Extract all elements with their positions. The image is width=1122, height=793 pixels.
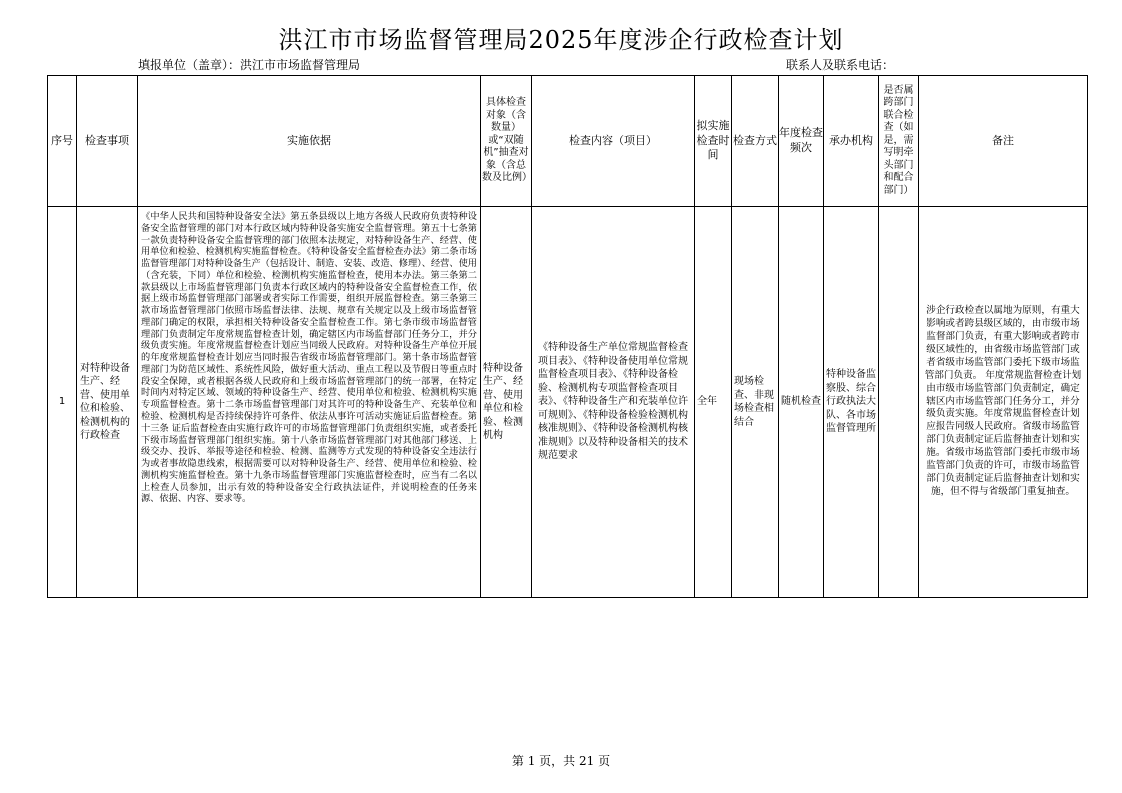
cell-cross-dept (879, 207, 919, 598)
table-header-row (48, 76, 1088, 207)
header-seq: 序号 (48, 76, 77, 207)
cell-time: 全年 (695, 207, 732, 598)
cell-method: 现场检查、非现场检查相结合 (732, 207, 779, 598)
cell-note: 涉企行政检查以属地为原则，有重大影响或者跨县级区域的，由市级市场监督部门负责，有重大影响或者跨市级区域性的，由省级市场监管部门或者省级市场监管部门委托下级市场监管部门负责。 年度常规监督检查计划由市级市场监管部门负责制定，确定辖区内市场监管部门任务分工，并分级负责实施。年度常规监督检查计划应报告同级人民政府。省级市场监管部门负责制定证后监督抽查计划和实施。省级市场监管部门委托市级市场监管部门负责的许可，市级市场监管部门负责制定证后监督抽查计划和实施，但不得与省级部门重复抽查。 (919, 207, 1088, 598)
inspection-plan-table (47, 75, 1088, 598)
header-basis: 实施依据 (138, 76, 481, 207)
filing-unit: 填报单位（盖章）：洪江市市场监督管理局 (138, 58, 361, 72)
header-object: 具体检查对象（含数量）或“双随机”抽查对象（含总数及比例） (481, 76, 532, 207)
cell-item: 对特种设备生产、经营、使用单位和检验、检测机构的行政检查 (77, 207, 138, 598)
cell-content: 《特种设备生产单位常规监督检查项目表》、《特种设备使用单位常规监督检查项目表》、《特种设备检验、检测机构专项监督检查项目表》、《特种设备生产和充装单位许可规则》、《特种设备检验检测机构核准规则》、《特种设备检测机构核准规则》以及特种设备相关的技术规范要求 (532, 207, 695, 598)
contact-info: 联系人及联系电话： (786, 58, 895, 72)
header-org: 承办机构 (824, 76, 879, 207)
cell-basis: 《中华人民共和国特种设备安全法》第五条县级以上地方各级人民政府负责特种设备安全监督管理的部门对本行政区域内特种设备实施安全监督管理。第五十七条第一款负责特种设备安全监督管理的部门依照本法规定，对特种设备生产、经营、使用单位和检验、检测机构实施监督检查。《特种设备安全监督检查办法》第二条市场监督管理部门对特种设备生产（包括设计、制造、安装、改造、修理）、经营、使用（含充装，下同）单位和检验、检测机构实施监督检查，使用本办法。第三条第二款县级以上市场监督管理部门负责本行政区域内的特种设备安全监督检查工作，依据上级市场监督管理部门部署或者实际工作需要，组织开展监督检查。第三条第三款市场监督管理部门依照市场监督法律、法规、规章有关规定以及上级市场监督管理部门确定的权限，承担相关特种设备安全监督检查工作。第七条市级市场监督管理部门负责制定年度常规监督检查计划，确定辖区内市场监督部门任务分工，并分级负责实施。年度常规监督检查计划应当同级人民政府。对特种设备生产单位开展的年度常规监督检查计划应当同时报告省级市场监督管理部门。第十条市场监督管理部门为防范区域性、系统性风险，做好重大活动、重点工程以及节假日等重点时段安全保障，或者根据各级人民政府和上级市场监督管理部门的统一部署，在特定时间内对特定区域、领域的特种设备生产、经营、使用单位和检验、检测机构实施专项监督检查。第十二条市场监督管理部门对其许可的特种设备生产、充装单位和检验、检测机构是否持续保持许可条件、依法从事许可活动实施证后监督检查。第十三条 证后监督检查由实施行政许可的市场监督管理部门负责组织实施，或者委托下级市场监督管理部门组织实施。第十八条市场监督管理部门对其他部门移送、上级交办、投诉、举报等途径和检验、检测、监测等方式发现的特种设备安全违法行为或者事故隐患线索，根据需要可以对特种设备生产、经营、使用单位和检验、检测机构实施监督检查。第十九条市场监督管理部门实施监督检查时，应当有二名以上检查人员参加，出示有效的特种设备安全行政执法证件，并说明检查的任务来源、依据、内容、要求等。 (138, 207, 481, 598)
header-freq: 年度检查频次 (779, 76, 824, 207)
header-method: 检查方式 (732, 76, 779, 207)
page-number: 第 1 页，共 21 页 (511, 754, 611, 768)
cell-org: 特种设备监察股、综合行政执法大队、各市场监督管理所 (824, 207, 879, 598)
cell-object: 特种设备生产、经营、使用单位和检验、检测机构 (481, 207, 532, 598)
header-item: 检查事项 (77, 76, 138, 207)
cell-seq: 1 (48, 207, 77, 598)
page-title: 洪江市市场监督管理局2025年度涉企行政检查计划 (278, 26, 844, 54)
cell-freq: 随机检查 (779, 207, 824, 598)
header-note: 备注 (919, 76, 1088, 207)
header-time: 拟实施检查时间 (695, 76, 732, 207)
header-content: 检查内容（项目） (532, 76, 695, 207)
header-cross-dept: 是否属跨部门联合检查（如是，需写明牵头部门和配合部门） (879, 76, 919, 207)
table-row (48, 207, 1088, 598)
